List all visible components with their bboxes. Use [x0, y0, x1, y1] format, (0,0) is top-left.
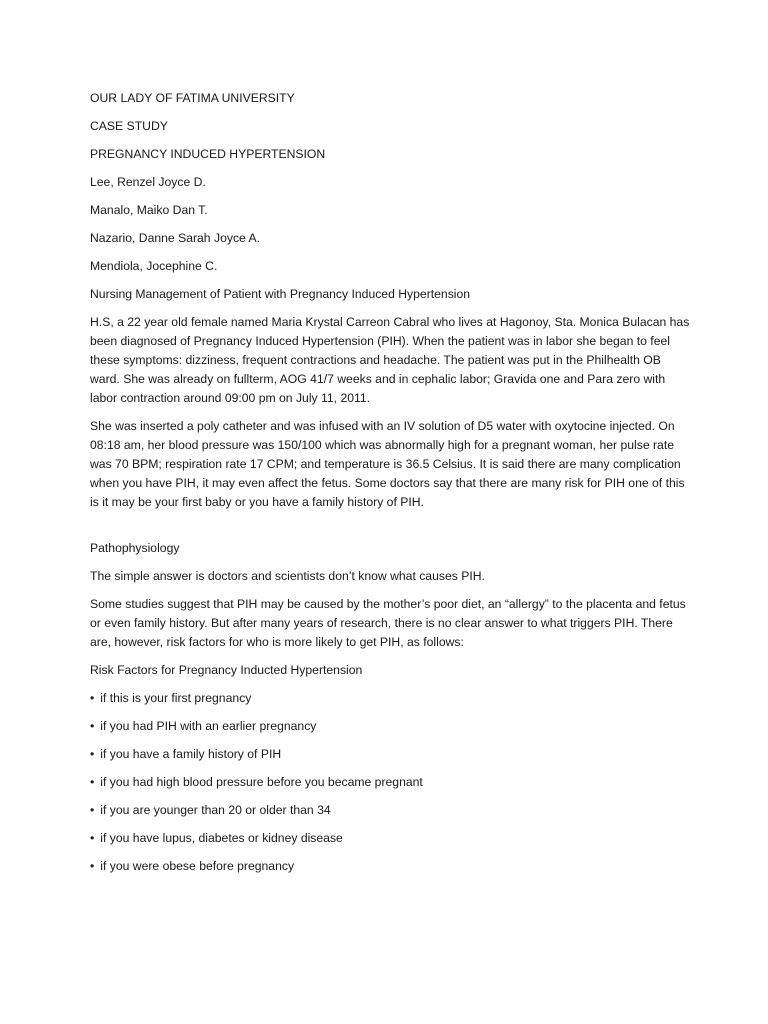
university-name: OUR LADY OF FATIMA UNIVERSITY [90, 91, 295, 105]
risk-factor-item: • if you are younger than 20 or older than 34 [90, 801, 690, 820]
risk-factor-item: • if you had PIH with an earlier pregnancy [90, 717, 690, 736]
section-title: Nursing Management of Patient with Pregnancy Induced Hypertension [90, 287, 471, 301]
spacer [90, 521, 690, 539]
case-paragraph: H.S, a 22 year old female named Maria Krystal Carreon Cabral who lives at Hagonoy, Sta. Monica Bulacan has been diagnosed of Pregnancy Induced Hypertension (PIH). When the patient was in labor she began to feel these symptoms: dizziness, frequent contractions and headache. The patient was put in the Philhealth OB ward. She was already on fullterm, AOG 41/7 weeks and in cephalic labor; Gravida one and Para zero with labor contraction around 09:00 pm on July 11, 2011. [90, 315, 690, 405]
author-name: Manalo, Maiko Dan T. [90, 203, 208, 217]
risk-factor-item: • if you have a family history of PIH [90, 745, 690, 764]
pathophysiology-title: Pathophysiology [90, 541, 180, 555]
risk-factors-title: Risk Factors for Pregnancy Inducted Hypertension [90, 663, 363, 677]
document-page [90, 89, 690, 885]
risk-factor-item: • if you have lupus, diabetes or kidney disease [90, 829, 690, 848]
case-topic: PREGNANCY INDUCED HYPERTENSION [90, 147, 326, 161]
risk-factor-item: • if you were obese before pregnancy [90, 857, 690, 876]
author-name: Mendiola, Jocephine C. [90, 259, 218, 273]
document-type: CASE STUDY [90, 119, 168, 133]
case-paragraph: She was inserted a poly catheter and was infused with an IV solution of D5 water with oxytocine injected. On 08:18 am, her blood pressure was 150/100 which was abnormally high for a pregnant woman, her pulse rate was 70 BPM; respiration rate 17 CPM; and temperature is 36.5 Celsius. It is said there are many complication when you have PIH, it may even affect the fetus. Some doctors say that there are many risk for PIH one of this is it may be your first baby or you have a family history of PIH. [90, 419, 685, 509]
author-name: Lee, Renzel Joyce D. [90, 175, 206, 189]
pathophysiology-body: Some studies suggest that PIH may be caused by the mother’s poor diet, an “allergy” to the placenta and fetus or even family history. But after many years of research, there is no clear answer to what triggers PIH. There are, however, risk factors for who is more likely to get PIH, as follows: [90, 597, 686, 649]
pathophysiology-intro: The simple answer is doctors and scientists don’t know what causes PIH. [90, 569, 485, 583]
risk-factor-item: • if you had high blood pressure before you became pregnant [90, 773, 690, 792]
author-name: Nazario, Danne Sarah Joyce A. [90, 231, 261, 245]
risk-factor-item: • if this is your first pregnancy [90, 689, 690, 708]
